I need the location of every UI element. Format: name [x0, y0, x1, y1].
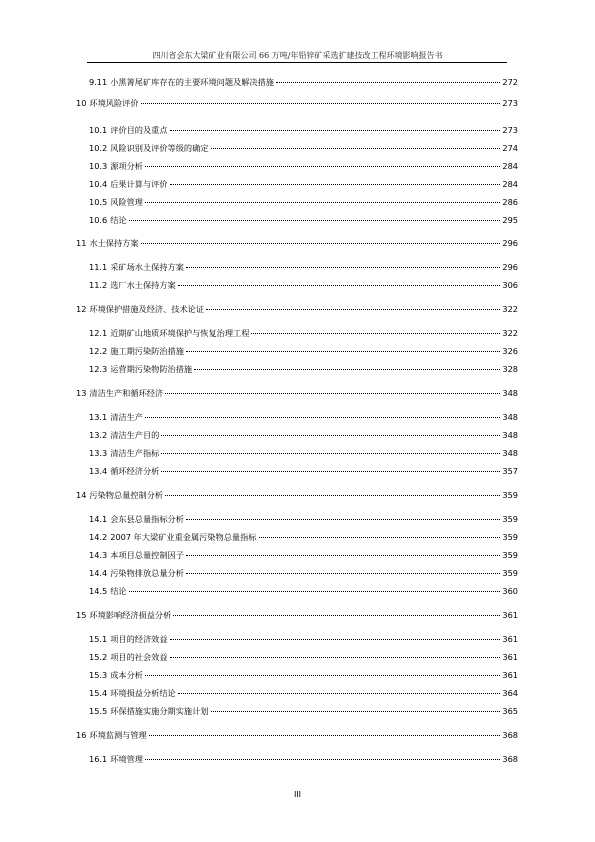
toc-entry-number: 15.3	[89, 670, 108, 680]
toc-dot-leader	[145, 417, 500, 418]
toc-entry[interactable]	[89, 346, 518, 360]
toc-entry-page: 361	[502, 670, 518, 680]
toc-entry[interactable]	[89, 532, 518, 546]
page-number: III	[293, 790, 302, 799]
toc-entry-number: 14.3	[89, 550, 108, 560]
toc-entry[interactable]	[76, 610, 518, 624]
toc-entry-title: 环保措施实施分期实施计划	[110, 706, 209, 716]
toc-entry-title: 2007 年大梁矿业重金属污染物总量指标	[110, 532, 257, 542]
toc-entry-number: 10.1	[89, 125, 108, 135]
toc-dot-leader	[145, 675, 500, 676]
toc-entry-page: 322	[502, 304, 518, 314]
toc-entry[interactable]	[89, 125, 518, 139]
toc-entry-title: 运营期污染物防治措施	[110, 364, 193, 374]
toc-entry-page: 359	[502, 490, 518, 500]
toc-dot-leader	[186, 351, 500, 352]
toc-entry[interactable]	[89, 634, 518, 648]
toc-dot-leader	[186, 573, 500, 574]
toc-entry-title: 结论	[110, 215, 127, 225]
toc-entry-title: 评价目的及重点	[110, 125, 168, 135]
toc-dot-leader	[276, 82, 500, 83]
toc-dot-leader	[145, 202, 500, 203]
running-header: 四川省会东大梁矿业有限公司 66 万吨/年铅锌矿采选扩建技改工程环境影响报告书	[152, 51, 443, 60]
toc-entry-title: 环境监测与管理	[89, 730, 147, 740]
toc-dot-leader	[259, 537, 501, 538]
toc-dot-leader	[211, 711, 501, 712]
toc-entry-title: 清洁生产和循环经济	[89, 388, 164, 398]
toc-entry-page: 364	[502, 688, 518, 698]
toc-entry-page: 361	[502, 652, 518, 662]
toc-dot-leader	[165, 393, 500, 394]
toc-entry[interactable]	[89, 706, 518, 720]
toc-entry-number: 14.1	[89, 514, 108, 524]
toc-dot-leader	[170, 184, 501, 185]
toc-entry-number: 10.2	[89, 143, 108, 153]
toc-entry-title: 后果计算与评价	[110, 179, 168, 189]
toc-entry-title: 本项目总量控制因子	[110, 550, 184, 560]
toc-entry-number: 12.1	[89, 328, 108, 338]
toc-entry-title: 结论	[110, 586, 127, 596]
toc-entry-title: 清洁生产	[110, 412, 143, 422]
toc-entry-page: 348	[502, 448, 518, 458]
toc-dot-leader	[170, 130, 501, 131]
toc-entry-page: 322	[502, 328, 518, 338]
toc-entry-title: 成本分析	[110, 670, 143, 680]
toc-entry-page: 296	[502, 238, 518, 248]
toc-entry-page: 273	[502, 98, 518, 108]
toc-entry-number: 10.5	[89, 197, 108, 207]
toc-entry-number: 15.5	[89, 706, 108, 716]
toc-entry[interactable]	[76, 388, 518, 402]
toc-entry-title: 施工期污染防治措施	[110, 346, 184, 356]
toc-dot-leader	[141, 103, 501, 104]
toc-entry[interactable]	[89, 364, 518, 378]
toc-entry-number: 14.5	[89, 586, 108, 596]
toc-entry-number: 15.2	[89, 652, 108, 662]
toc-dot-leader	[161, 453, 500, 454]
toc-entry[interactable]	[89, 77, 518, 91]
toc-entry-page: 295	[502, 215, 518, 225]
toc-entry[interactable]	[89, 430, 518, 444]
toc-entry-page: 326	[502, 346, 518, 356]
toc-entry-title: 选厂水土保持方案	[110, 280, 176, 290]
toc-entry-number: 14.2	[89, 532, 108, 542]
toc-entry-number: 10.3	[89, 161, 108, 171]
toc-entry-page: 328	[502, 364, 518, 374]
toc-entry[interactable]	[76, 730, 518, 744]
toc-dot-leader	[186, 555, 500, 556]
toc-entry[interactable]	[89, 466, 518, 480]
toc-entry-page: 360	[502, 586, 518, 596]
toc-entry-title: 源项分析	[110, 161, 143, 171]
toc-entry-page: 359	[502, 532, 518, 542]
toc-entry[interactable]	[89, 412, 518, 426]
toc-entry-number: 9.11	[89, 77, 108, 87]
toc-entry-number: 16.1	[89, 754, 108, 764]
toc-dot-leader	[251, 333, 500, 334]
toc-entry-number: 11.2	[89, 280, 108, 290]
toc-dot-leader	[149, 735, 501, 736]
toc-entry-title: 采矿场水土保持方案	[110, 262, 184, 272]
toc-entry-title: 会东县总量指标分析	[110, 514, 184, 524]
toc-entry-number: 15	[76, 610, 87, 620]
toc-entry-number: 13.3	[89, 448, 108, 458]
toc-entry-page: 286	[502, 197, 518, 207]
toc-entry-number: 15.4	[89, 688, 108, 698]
toc-entry-page: 348	[502, 388, 518, 398]
toc-entry-number: 10.6	[89, 215, 108, 225]
toc-entry-page: 361	[502, 610, 518, 620]
toc-entry[interactable]	[89, 688, 518, 702]
toc-entry[interactable]	[89, 652, 518, 666]
toc-dot-leader	[186, 267, 500, 268]
toc-entry-number: 12.2	[89, 346, 108, 356]
toc-dot-leader	[141, 243, 501, 244]
toc-entry[interactable]	[89, 586, 518, 600]
toc-dot-leader	[170, 657, 501, 658]
toc-dot-leader	[145, 166, 500, 167]
toc-entry[interactable]	[76, 490, 518, 504]
toc-entry-page: 359	[502, 568, 518, 578]
toc-entry[interactable]	[89, 328, 518, 342]
toc-dot-leader	[145, 759, 500, 760]
toc-entry[interactable]	[89, 550, 518, 564]
toc-entry-title: 清洁生产指标	[110, 448, 160, 458]
toc-dot-leader	[206, 309, 500, 310]
toc-entry-page: 357	[502, 466, 518, 476]
toc-entry-page: 274	[502, 143, 518, 153]
toc-dot-leader	[211, 148, 501, 149]
toc-entry-page: 359	[502, 514, 518, 524]
toc-entry-page: 272	[502, 77, 518, 87]
toc-entry-number: 14.4	[89, 568, 108, 578]
toc-entry-title: 循环经济分析	[110, 466, 160, 476]
toc-entry-number: 11	[76, 238, 87, 248]
toc-entry[interactable]	[89, 448, 518, 462]
toc-dot-leader	[178, 285, 501, 286]
toc-entry-title: 污染物总量控制分析	[89, 490, 164, 500]
toc-entry-page: 284	[502, 179, 518, 189]
toc-entry[interactable]	[76, 98, 518, 112]
toc-entry-page: 368	[502, 730, 518, 740]
toc-entry-title: 环境损益分析结论	[110, 688, 176, 698]
toc-entry-page: 348	[502, 430, 518, 440]
toc-entry-page: 306	[502, 280, 518, 290]
toc-entry[interactable]	[76, 304, 518, 318]
toc-entry-number: 11.1	[89, 262, 108, 272]
toc-entry-title: 清洁生产目的	[110, 430, 160, 440]
toc-entry-title: 风险识别及评价等级的确定	[110, 143, 209, 153]
toc-entry-title: 小黑箐尾矿库存在的主要环境问题及解决措施	[110, 77, 274, 87]
toc-entry-title: 环境保护措施及经济、技术论证	[89, 304, 205, 314]
toc-dot-leader	[161, 471, 500, 472]
toc-entry[interactable]	[89, 262, 518, 276]
toc-entry[interactable]	[89, 143, 518, 157]
toc-dot-leader	[173, 615, 500, 616]
toc-dot-leader	[194, 369, 500, 370]
toc-entry-number: 10.4	[89, 179, 108, 189]
toc-entry-number: 12	[76, 304, 87, 314]
toc-entry-title: 水土保持方案	[89, 238, 139, 248]
toc-entry-page: 348	[502, 412, 518, 422]
toc-entry[interactable]	[89, 568, 518, 582]
toc-dot-leader	[161, 435, 500, 436]
header-rule	[87, 62, 507, 63]
toc-dot-leader	[129, 220, 501, 221]
toc-entry-page: 273	[502, 125, 518, 135]
toc-entry[interactable]	[89, 514, 518, 528]
toc-entry[interactable]	[89, 280, 518, 294]
toc-entry[interactable]	[89, 161, 518, 175]
toc-entry[interactable]	[89, 670, 518, 684]
toc-entry[interactable]	[76, 238, 518, 252]
toc-entry-title: 环境影响经济损益分析	[89, 610, 172, 620]
toc-entry-number: 10	[76, 98, 87, 108]
toc-entry-number: 15.1	[89, 634, 108, 644]
toc-entry-number: 16	[76, 730, 87, 740]
toc-entry[interactable]	[89, 197, 518, 211]
toc-entry-number: 12.3	[89, 364, 108, 374]
toc-entry-title: 环境管理	[110, 754, 143, 764]
toc-entry[interactable]	[89, 179, 518, 193]
toc-entry-title: 风险管理	[110, 197, 143, 207]
toc-entry-title: 污染物排放总量分析	[110, 568, 184, 578]
toc-dot-leader	[165, 495, 500, 496]
toc-entry-page: 365	[502, 706, 518, 716]
toc-entry[interactable]	[89, 215, 518, 229]
toc-entry-number: 14	[76, 490, 87, 500]
toc-entry-title: 项目的经济效益	[110, 634, 168, 644]
toc-dot-leader	[170, 639, 501, 640]
toc-entry-title: 环境风险评价	[89, 98, 139, 108]
toc-entry[interactable]	[89, 754, 518, 768]
toc-entry-number: 13	[76, 388, 87, 398]
toc-entry-number: 13.2	[89, 430, 108, 440]
toc-entry-page: 361	[502, 634, 518, 644]
toc-entry-number: 13.4	[89, 466, 108, 476]
toc-entry-page: 368	[502, 754, 518, 764]
toc-dot-leader	[186, 519, 500, 520]
toc-entry-title: 近期矿山地质环境保护与恢复治理工程	[110, 328, 250, 338]
toc-entry-title: 项目的社会效益	[110, 652, 168, 662]
toc-dot-leader	[129, 591, 501, 592]
toc-dot-leader	[178, 693, 501, 694]
toc-entry-number: 13.1	[89, 412, 108, 422]
toc-entry-page: 359	[502, 550, 518, 560]
toc-entry-page: 284	[502, 161, 518, 171]
toc-entry-page: 296	[502, 262, 518, 272]
